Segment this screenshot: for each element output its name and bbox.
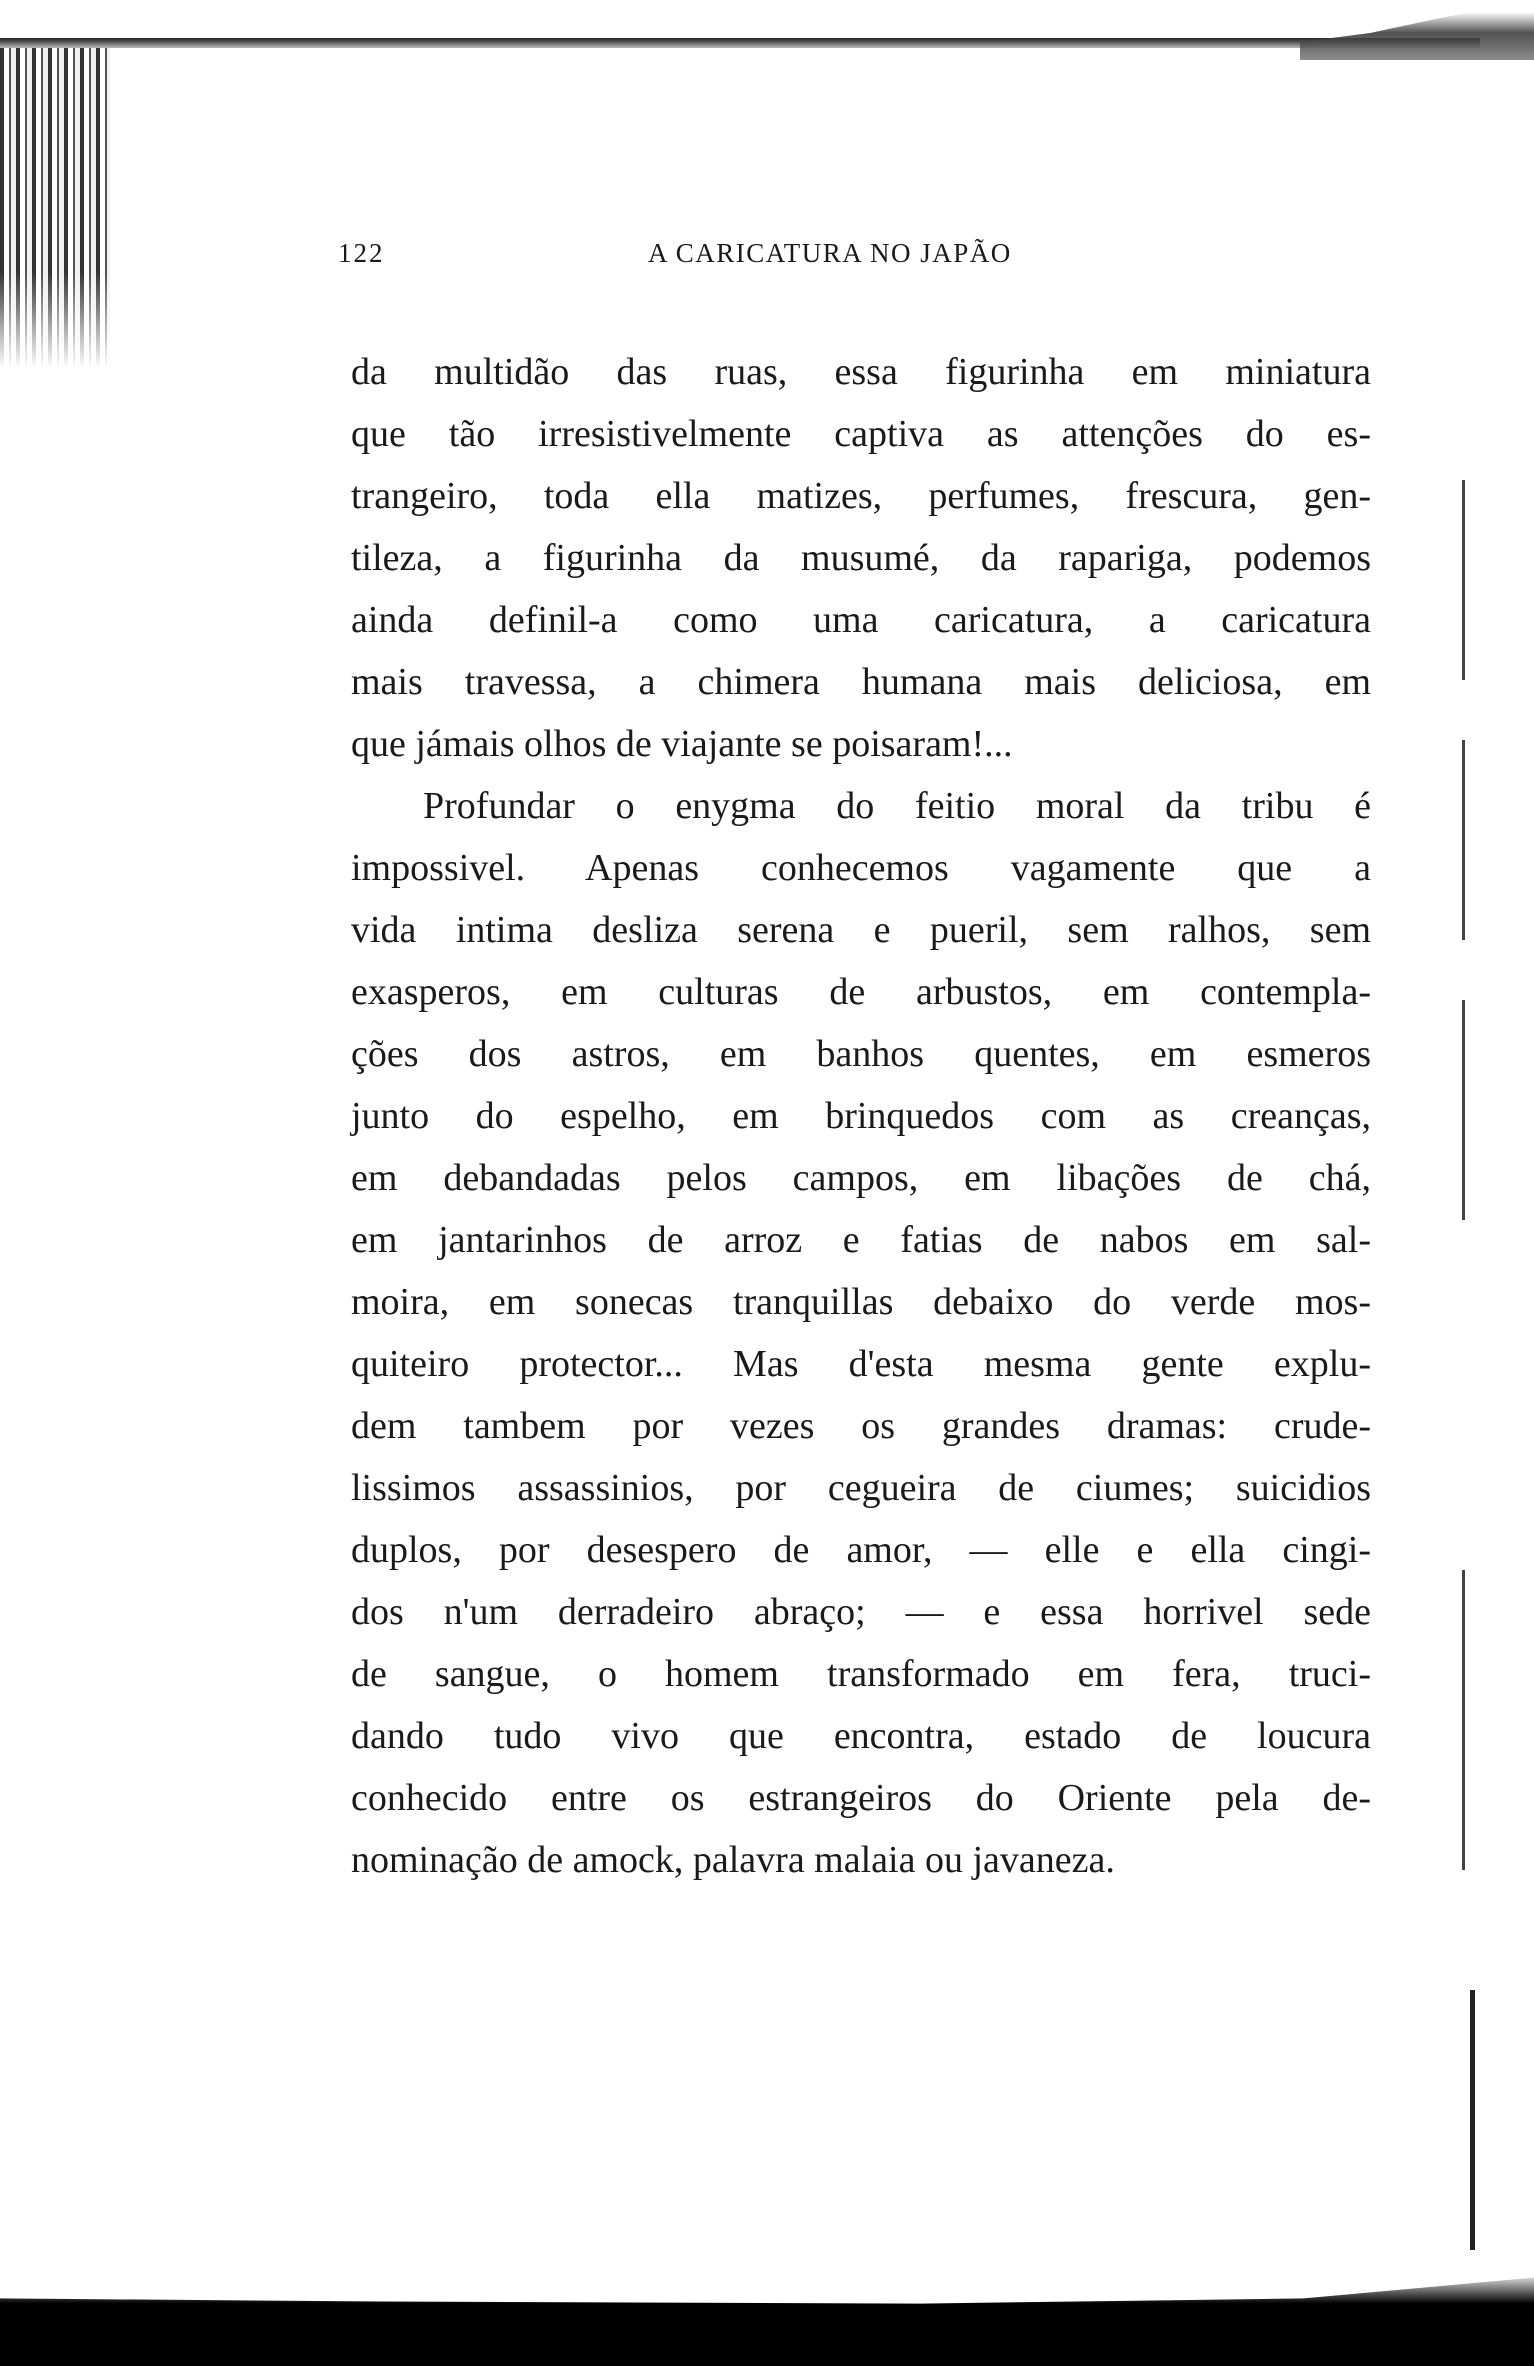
text-line: exasperos, em culturas de arbustos, em contempla- — [351, 971, 1371, 1013]
text-line: mais travessa, a chimera humana mais deliciosa, em — [351, 661, 1371, 703]
text-line: ainda definil-a como uma caricatura, a caricatura — [351, 599, 1371, 641]
text-line: junto do espelho, em brinquedos com as creanças, — [351, 1095, 1371, 1137]
text-line: tileza, a figurinha da musumé, da rapariga, podemos — [351, 537, 1371, 579]
scan-edge-left — [0, 48, 110, 368]
text-line: da multidão das ruas, essa figurinha em miniatura — [351, 351, 1371, 393]
text-line: trangeiro, toda ella matizes, perfumes, frescura, gen- — [351, 475, 1371, 517]
scan-edge-right — [1470, 1990, 1475, 2250]
body-text — [351, 341, 1371, 1891]
scan-edge-right — [1462, 480, 1465, 680]
scan-edge-corner — [1300, 0, 1534, 60]
paragraph — [351, 775, 1371, 1891]
text-line: conhecido entre os estrangeiros do Oriente pela de- — [351, 1777, 1371, 1819]
scan-edge-bottom — [0, 2262, 1534, 2366]
text-line: ções dos astros, em banhos quentes, em esmeros — [351, 1033, 1371, 1075]
scan-edge-right — [1462, 1000, 1465, 1220]
text-line: duplos, por desespero de amor, — elle e ella cingi- — [351, 1529, 1371, 1571]
scan-edge-right — [1462, 740, 1465, 940]
scan-edge-right — [1462, 1570, 1465, 1870]
text-line: de sangue, o homem transformado em fera, truci- — [351, 1653, 1371, 1695]
text-line: quiteiro protector... Mas d'esta mesma gente explu- — [351, 1343, 1371, 1385]
text-line: que jámais olhos de viajante se poisaram!... — [351, 723, 1013, 765]
text-line: moira, em sonecas tranquillas debaixo do verde mos- — [351, 1281, 1371, 1323]
page-header — [338, 238, 1078, 278]
text-line: lissimos assassinios, por cegueira de ciumes; suicidios — [351, 1467, 1371, 1509]
page-number: 122 — [338, 238, 385, 268]
text-line: dando tudo vivo que encontra, estado de loucura — [351, 1715, 1371, 1757]
text-line: dos n'um derradeiro abraço; — e essa horrivel sede — [351, 1591, 1371, 1633]
text-line: em debandadas pelos campos, em libações de chá, — [351, 1157, 1371, 1199]
paragraph — [351, 341, 1371, 775]
text-line: que tão irresistivelmente captiva as attenções do es- — [351, 413, 1371, 455]
text-line: impossivel. Apenas conhecemos vagamente que a — [351, 847, 1371, 889]
text-line: em jantarinhos de arroz e fatias de nabos em sal- — [351, 1219, 1371, 1261]
scan-edge-top — [0, 38, 1480, 48]
text-line: nominação de amock, palavra malaia ou javaneza. — [351, 1839, 1115, 1881]
text-line: vida intima desliza serena e pueril, sem ralhos, sem — [351, 909, 1371, 951]
running-title: A CARICATURA NO JAPÃO — [648, 238, 1012, 268]
text-line: Profundar o enygma do feitio moral da tribu é — [423, 785, 1371, 827]
text-line: dem tambem por vezes os grandes dramas: crude- — [351, 1405, 1371, 1447]
